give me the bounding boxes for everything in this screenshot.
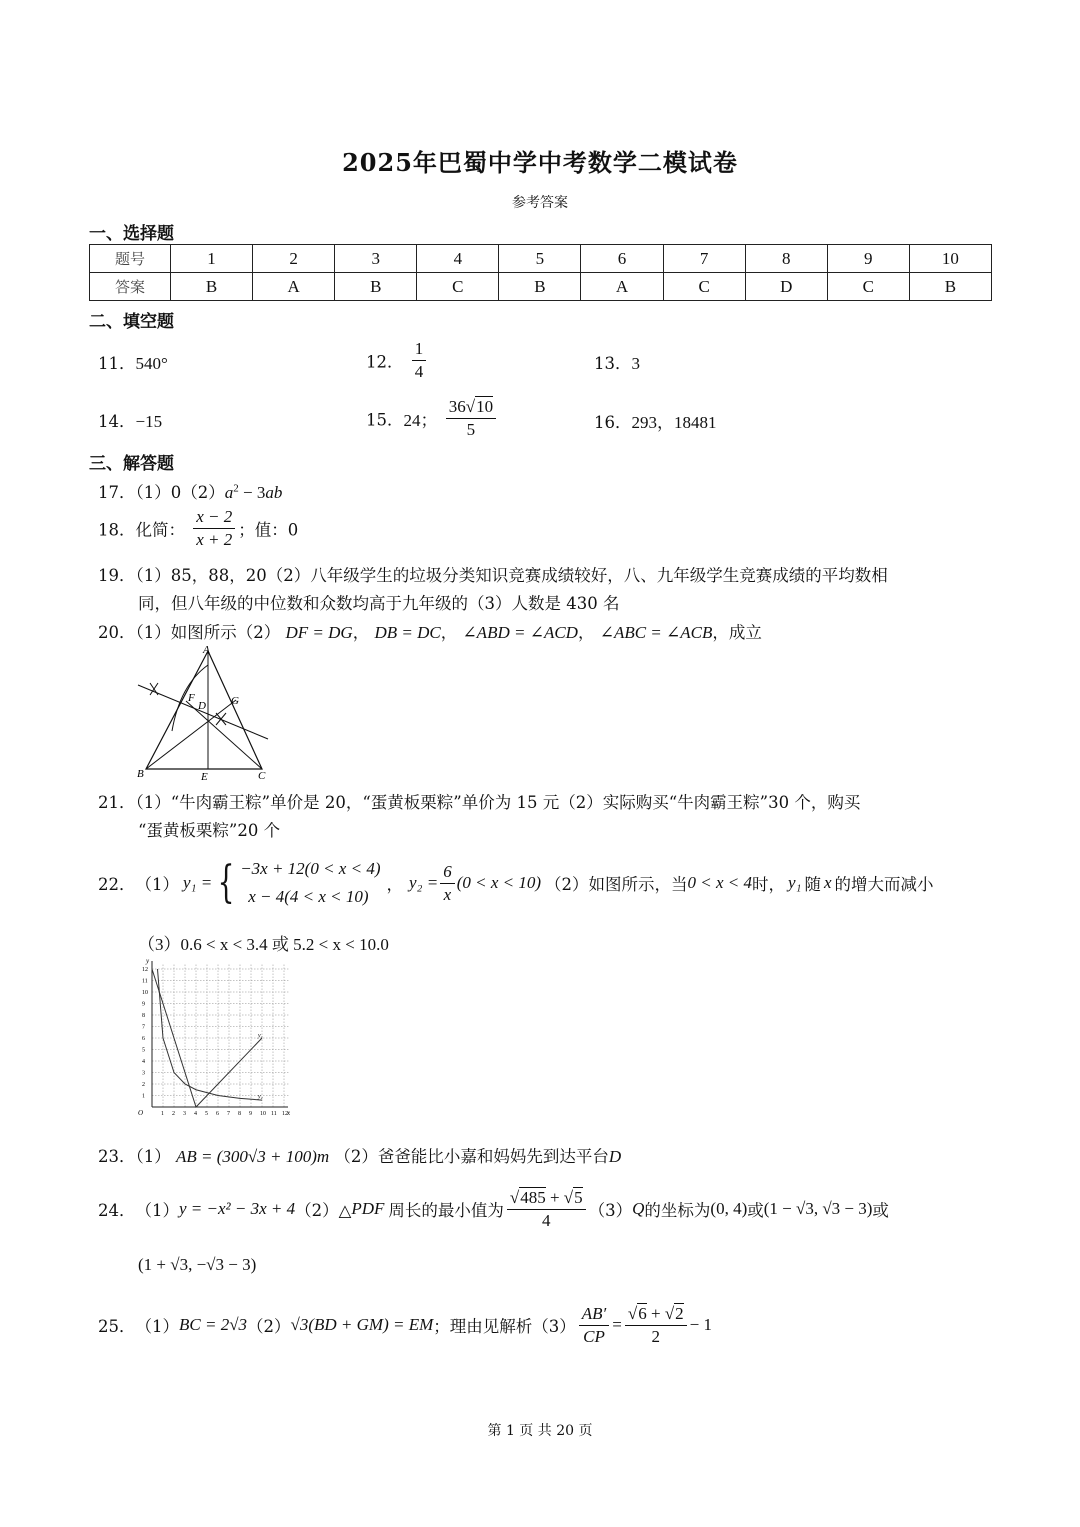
table-row-answers	[90, 273, 992, 301]
fraction-numerator: x − 2	[193, 506, 235, 529]
answer-17	[98, 479, 282, 503]
fraction-numerator: √485 + √5	[507, 1187, 586, 1210]
answer-text: ；值：0	[238, 520, 299, 540]
table-cell: 3	[335, 245, 417, 273]
answer-text: 或	[747, 1201, 764, 1220]
x-tick-label: 12	[282, 1111, 288, 1117]
table-cell: 8	[745, 245, 827, 273]
answer-12	[366, 338, 429, 383]
answer-11	[98, 350, 168, 374]
x-tick-label: 4	[194, 1111, 197, 1117]
table-cell: B	[909, 273, 991, 301]
fraction-denominator: 5	[466, 420, 476, 439]
x-tick-label: 7	[227, 1111, 230, 1117]
table-cell: 5	[499, 245, 581, 273]
answer-text: ，成立	[712, 623, 762, 642]
answer-text: （1）	[135, 1317, 179, 1336]
coefficient: 36	[448, 397, 466, 416]
fraction	[625, 1303, 687, 1348]
page-footer: 第 1 页 共 20 页	[487, 1423, 593, 1439]
answer-text: 随	[804, 875, 821, 894]
x-tick-label: 3	[183, 1111, 186, 1117]
answer-text: 化简：	[135, 520, 185, 540]
y-axis-label: y	[146, 957, 150, 965]
answer-text: （2）如图所示，当	[545, 875, 688, 894]
math-expr: (0, 4)	[710, 1199, 748, 1218]
answer-text: （2）	[247, 1317, 291, 1336]
math-expr: AB = (300√3 + 100)m	[176, 1147, 330, 1166]
table-cell: A	[581, 273, 663, 301]
y-tick-label: 7	[142, 1024, 145, 1031]
question-number: 22．	[98, 875, 136, 894]
answer-text: （1）0（2）	[135, 483, 225, 502]
table-cell: D	[745, 273, 827, 301]
answer-13	[594, 350, 640, 374]
function-graph	[130, 955, 295, 1120]
answer-text: （3）	[588, 1201, 633, 1220]
y-tick-label: 12	[142, 967, 148, 973]
operator: +	[545, 1187, 564, 1207]
math-expr: √3(BD + GM) = EM	[290, 1315, 434, 1334]
answer-20	[98, 619, 762, 643]
math-expr: DB = DC	[374, 623, 441, 642]
question-number: 17．	[98, 483, 136, 502]
answer-text: 周长的最小值为	[388, 1201, 504, 1220]
y-tick-label: 8	[142, 1013, 145, 1019]
question-number: 14．	[98, 412, 136, 431]
radicand: 5	[574, 1187, 583, 1207]
answer-value: 293，18481	[631, 413, 717, 432]
answer-value: 3	[631, 354, 640, 373]
page-subtitle: 参考答案	[512, 195, 568, 211]
line-bg	[146, 700, 236, 769]
answer-text: 时，	[752, 875, 785, 894]
fraction	[446, 396, 496, 441]
math-var: Q	[632, 1199, 645, 1218]
label-f: F	[188, 692, 195, 704]
math-expr: y = −x² − 3x + 4	[179, 1199, 296, 1218]
fraction-denominator: 4	[542, 1210, 551, 1230]
y-tick-label: 10	[142, 990, 148, 996]
series-y2-label: y₂	[258, 1094, 263, 1101]
piecewise-cases	[240, 855, 380, 911]
section-choice-heading: 一、选择题	[89, 224, 174, 244]
radicand: 10	[476, 397, 494, 416]
section-fill-heading: 二、填空题	[89, 312, 174, 332]
answer-23	[98, 1143, 621, 1167]
y-tick-label: 1	[142, 1093, 145, 1100]
case-2: x − 4(4 < x < 10)	[248, 887, 369, 906]
x-tick-label: 9	[249, 1111, 252, 1117]
y-tick-label: 5	[142, 1047, 145, 1054]
case-1: −3x + 12(0 < x < 4)	[240, 859, 381, 878]
fraction-denominator: x + 2	[196, 530, 233, 549]
y-tick-label: 6	[142, 1036, 145, 1042]
question-number: 20．	[98, 623, 136, 642]
series-y1-label: y₁	[258, 1033, 263, 1039]
x-tick-label: 6	[216, 1111, 219, 1117]
math-var: a	[224, 483, 234, 502]
fraction-denominator: 2	[651, 1326, 661, 1346]
x-tick-label: 1	[161, 1111, 164, 1117]
operator: +	[646, 1303, 665, 1323]
table-cell: 10	[909, 245, 991, 273]
fraction-denominator: CP	[583, 1326, 605, 1346]
table-header-cell: 答案	[90, 273, 171, 301]
table-cell: 9	[827, 245, 909, 273]
answer-24	[98, 1182, 889, 1236]
answer-text: 的坐标为	[644, 1201, 711, 1220]
cross-mark	[216, 713, 226, 725]
y-tick-label: 2	[142, 1082, 145, 1088]
math-var: x	[823, 873, 832, 892]
cross-mark	[150, 683, 158, 695]
y-tick-label: 11	[142, 978, 148, 985]
answer-22-line2: （3）0.6 < x < 3.4 或 5.2 < x < 10.0	[138, 935, 389, 954]
answer-text: （1）85，88，20（2）八年级学生的垃圾分类知识竞赛成绩较好，八、九年级学生竞赛成绩的平均数相	[135, 566, 888, 585]
radicand: 2	[675, 1303, 684, 1323]
table-cell: B	[171, 273, 253, 301]
math-expr: 0 < x < 4	[687, 873, 752, 892]
origin-label: O	[138, 1109, 144, 1117]
table-cell: B	[499, 273, 581, 301]
math-expr: ∠ABD = ∠ACD	[462, 623, 578, 642]
fraction-numerator: 36√10	[446, 396, 496, 419]
fraction	[579, 1303, 610, 1348]
math-expr: y₁	[788, 873, 802, 892]
fraction-denominator: x	[443, 884, 452, 904]
math-expr: y₁ =	[183, 873, 213, 892]
fraction	[440, 861, 455, 906]
bisector-line	[138, 685, 268, 739]
answer-16	[594, 408, 717, 433]
table-cell: 6	[581, 245, 663, 273]
answer-15	[366, 396, 499, 441]
answer-value: −15	[135, 412, 163, 431]
x-axis-label: x	[287, 1109, 291, 1117]
answer-22	[98, 853, 934, 913]
x-tick-label: 11	[271, 1111, 277, 1117]
answer-text: （1）	[135, 875, 179, 894]
fraction	[507, 1187, 586, 1232]
table-cell: B	[335, 273, 417, 301]
question-number: 15．	[366, 410, 404, 430]
separator: ，	[577, 623, 595, 642]
math-var: D	[608, 1147, 622, 1166]
question-number: 12．	[366, 352, 404, 372]
label-c: C	[258, 770, 266, 782]
choice-answer-table	[89, 244, 992, 301]
question-number: 21．	[98, 793, 136, 812]
x-tick-labels	[161, 1111, 288, 1117]
triangle-figure	[132, 643, 282, 783]
table-header-cell: 题号	[90, 245, 171, 273]
answer-14	[98, 408, 162, 432]
answer-text: （1）	[135, 1147, 171, 1166]
separator: ，	[440, 623, 458, 642]
math-expr: BC = 2√3	[179, 1315, 248, 1334]
label-g: G	[231, 695, 239, 707]
question-number: 23．	[98, 1147, 136, 1166]
table-cell: A	[253, 273, 335, 301]
answer-19-line2: 同，但八年级的中位数和众数均高于九年级的（3）人数是 430 名	[138, 594, 620, 613]
fraction-numerator: 6	[440, 861, 455, 884]
answer-24-line2: (1 + √3, −√3 − 3)	[138, 1255, 257, 1274]
label-d: D	[198, 700, 206, 712]
table-cell: 4	[417, 245, 499, 273]
table-cell: C	[663, 273, 745, 301]
math-expr: ∠ABC = ∠ACB	[599, 623, 713, 642]
answer-18	[98, 506, 298, 551]
answer-21	[98, 789, 860, 813]
answer-text: 的增大而减小	[834, 875, 934, 894]
math-expr: − 1	[689, 1315, 712, 1334]
page-title: 2025年巴蜀中学中考数学二模试卷	[342, 148, 738, 177]
section-solve-heading: 三、解答题	[89, 454, 174, 474]
x-tick-label: 10	[260, 1111, 266, 1117]
fraction-numerator: √6 + √2	[625, 1303, 687, 1326]
table-cell: C	[417, 273, 499, 301]
fraction	[193, 506, 235, 551]
label-e: E	[201, 771, 208, 783]
math-expr: (0 < x < 10)	[456, 873, 541, 892]
answer-value: 540°	[135, 354, 168, 373]
math-var: PDF	[351, 1199, 385, 1218]
brace: {	[217, 857, 235, 908]
y-tick-label: 9	[142, 1001, 145, 1008]
radicand: 485	[520, 1187, 546, 1207]
math-text: − 3	[238, 483, 266, 502]
graph-grid	[152, 963, 288, 1107]
question-number: 25．	[98, 1317, 136, 1336]
x-tick-label: 8	[238, 1111, 241, 1117]
answer-19	[98, 562, 888, 586]
x-tick-label: 2	[172, 1111, 175, 1117]
answer-text: 或	[872, 1201, 889, 1220]
answer-25	[98, 1298, 712, 1352]
table-cell: 2	[253, 245, 335, 273]
question-number: 13．	[594, 354, 632, 373]
question-number: 24．	[98, 1201, 136, 1220]
y-tick-label: 3	[142, 1070, 145, 1077]
separator: ，	[352, 623, 370, 642]
question-number: 19．	[98, 566, 136, 585]
y-tick-label: 4	[142, 1059, 145, 1065]
math-expr: y₂ =	[409, 873, 439, 892]
label-a: A	[203, 644, 210, 656]
math-expr: (1 − √3, √3 − 3)	[763, 1199, 873, 1218]
separator: ，	[386, 875, 403, 894]
question-number: 18．	[98, 520, 136, 540]
answer-text: ；理由见解析（3）	[433, 1317, 576, 1336]
answer-text: （2）爸爸能比小嘉和妈妈先到达平台	[334, 1147, 609, 1166]
question-number: 11．	[98, 354, 136, 373]
answer-text: （1）“牛肉霸王粽”单价是 20，“蛋黄板栗粽”单价为 15 元（2）实际购买“牛肉霸王粽”30 个，购买	[135, 793, 861, 812]
fraction-numerator: AB′	[579, 1303, 610, 1326]
radicand: 6	[638, 1303, 647, 1323]
table-cell: C	[827, 273, 909, 301]
table-cell: 1	[171, 245, 253, 273]
answer-value: 24；	[403, 411, 438, 430]
answer-21-line2: “蛋黄板栗粽”20 个	[138, 821, 281, 840]
y-tick-labels	[142, 967, 148, 1100]
question-number: 16．	[594, 413, 632, 432]
table-row-numbers	[90, 245, 992, 273]
label-b: B	[137, 768, 144, 780]
math-exponent: 2	[233, 482, 239, 495]
fraction-numerator: 1	[412, 338, 427, 361]
answer-text: （1）如图所示（2）	[135, 623, 281, 642]
table-cell: 7	[663, 245, 745, 273]
math-var: ab	[265, 483, 283, 502]
fraction	[412, 338, 427, 383]
operator: =	[612, 1315, 622, 1334]
math-expr: DF = DG	[285, 623, 353, 642]
answer-text: （2）△	[295, 1201, 352, 1220]
x-tick-label: 5	[205, 1111, 208, 1117]
fraction-denominator: 4	[414, 362, 424, 381]
answer-text: （1）	[135, 1201, 179, 1220]
